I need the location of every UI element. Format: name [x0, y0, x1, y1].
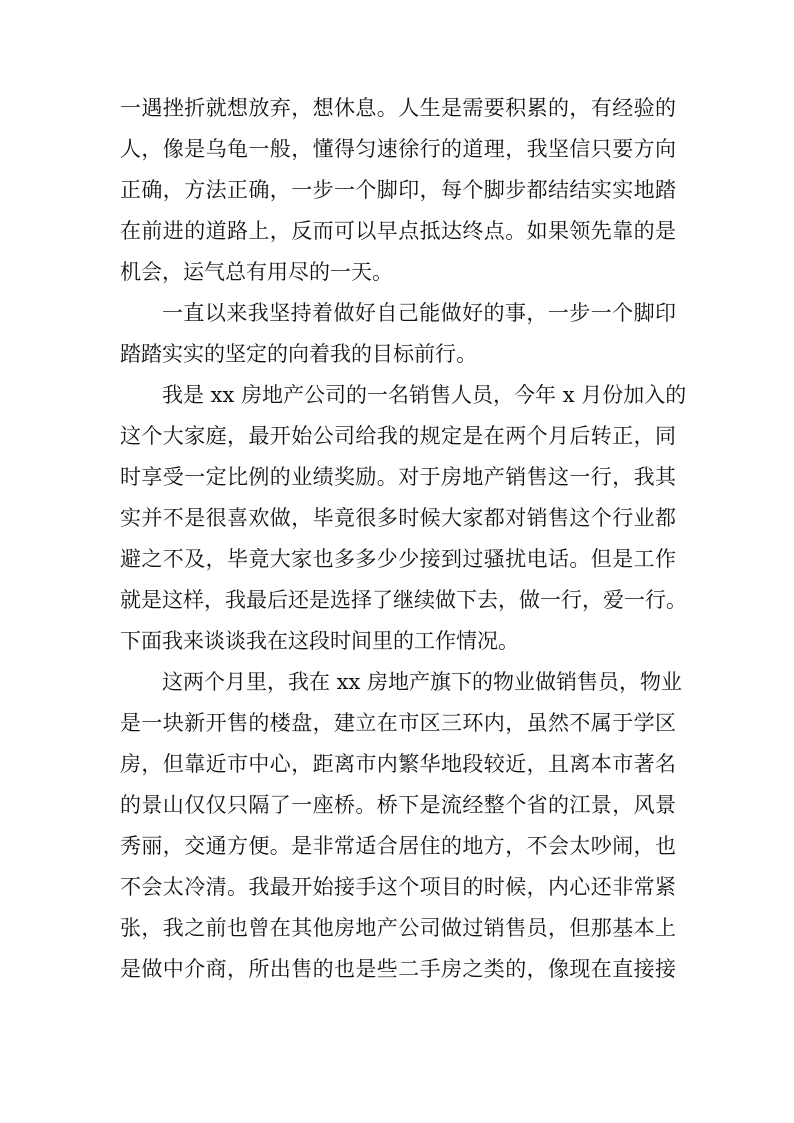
text-line: 是一块新开售的楼盘，建立在市区三环内，虽然不属于学区: [120, 711, 676, 735]
text-line: 一直以来我坚持着做好自己能做好的事，一步一个脚印: [162, 301, 676, 325]
text-line: 不会太冷清。我最开始接手这个项目的时候，内心还非常紧: [120, 875, 676, 899]
text-line: 就是这样，我最后还是选择了继续做下去，做一行，爱一行。: [120, 588, 687, 612]
text-line: 正确，方法正确，一步一个脚印，每个脚步都结结实实地踏: [120, 178, 676, 202]
text-line: 一遇挫折就想放弃，想休息。人生是需要积累的，有经验的: [120, 96, 676, 120]
text-line: 张，我之前也曾在其他房地产公司做过销售员，但那基本上: [120, 916, 676, 940]
text-line: 的景山仅仅只隔了一座桥。桥下是流经整个省的江景，风景: [120, 793, 676, 817]
body-text: [120, 88, 687, 990]
text-line: 实并不是很喜欢做，毕竟很多时候大家都对销售这个行业都: [120, 506, 676, 530]
text-line: 这两个月里，我在 xx 房地产旗下的物业做销售员，物业: [162, 670, 683, 694]
text-line: 时享受一定比例的业绩奖励。对于房地产销售这一行，我其: [120, 465, 676, 489]
text-line: 下面我来谈谈我在这段时间里的工作情况。: [120, 629, 519, 653]
text-line: 秀丽，交通方便。是非常适合居住的地方，不会太吵闹，也: [120, 834, 676, 858]
text-line: 这个大家庭，最开始公司给我的规定是在两个月后转正，同: [120, 424, 676, 448]
text-line: 我是 xx 房地产公司的一名销售人员，今年 x 月份加入的: [162, 383, 687, 407]
text-line: 踏踏实实的坚定的向着我的目标前行。: [120, 342, 477, 366]
text-line: 房，但靠近市中心，距离市内繁华地段较近，且离本市著名: [120, 752, 676, 776]
text-line: 避之不及，毕竟大家也多多少少接到过骚扰电话。但是工作: [120, 547, 676, 571]
text-line: 机会，运气总有用尽的一天。: [120, 260, 393, 284]
text-line: 在前进的道路上，反而可以早点抵达终点。如果领先靠的是: [120, 219, 676, 243]
text-line: 是做中介商，所出售的也是些二手房之类的，像现在直接接: [120, 957, 676, 981]
text-line: 人，像是乌龟一般，懂得匀速徐行的道理，我坚信只要方向: [120, 137, 676, 161]
